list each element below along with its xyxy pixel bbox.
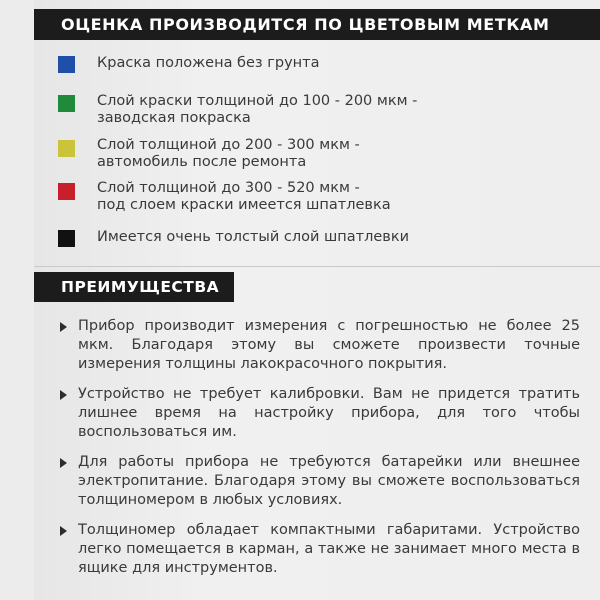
list-item [60,385,580,442]
legend-item-green [58,93,578,133]
color-legend-title: ОЦЕНКА ПРОИЗВОДИТСЯ ПО ЦВЕТОВЫМ МЕТКАМ [61,15,550,34]
black-swatch [58,230,75,247]
triangle-bullet-icon [60,322,67,332]
legend-black-line-1: Имеется очень толстый слой шпатлевки [97,229,409,245]
triangle-bullet-icon [60,390,67,400]
legend-item-blue [58,55,578,95]
green-swatch [58,95,75,112]
legend-red-line-2: под слоем краски имеется шпатлевка [97,197,391,213]
list-item [60,521,580,578]
advantage-text: Устройство не требует калибровки. Вам не придется тратить лишнее время на настройку прибора, для того чтобы воспользоваться им. [78,386,580,440]
blue-swatch [58,56,75,73]
triangle-bullet-icon [60,458,67,468]
list-item [60,453,580,510]
list-item [60,317,580,374]
legend-yellow-line-2: автомобиль после ремонта [97,154,307,170]
advantages-header [34,272,234,302]
legend-item-red [58,180,578,220]
legend-item-black [58,229,578,269]
advantages-list [60,317,580,589]
advantages-title: ПРЕИМУЩЕСТВА [61,278,220,296]
legend-red-line-1: Слой толщиной до 300 - 520 мкм - [97,180,360,196]
legend-blue-line-1: Краска положена без грунта [97,55,320,71]
yellow-swatch [58,140,75,157]
legend-green-line-2: заводская покраска [97,110,251,126]
red-swatch [58,183,75,200]
legend-yellow-line-1: Слой толщиной до 200 - 300 мкм - [97,137,360,153]
triangle-bullet-icon [60,526,67,536]
advantage-text: Для работы прибора не требуются батарейки или внешнее электропитание. Благодаря этому вы сможете воспользоваться толщиномером в любых условиях. [78,454,580,508]
advantage-text: Толщиномер обладает компактными габаритами. Устройство легко помещается в карман, а также не занимает много места в ящике для инструментов. [78,522,580,576]
advantage-text: Прибор производит измерения с погрешностью не более 25 мкм. Благодаря этому вы сможете произвести точные измерения толщины лакокрасочного покрытия. [78,318,580,372]
section-divider [34,266,600,267]
legend-green-line-1: Слой краски толщиной до 100 - 200 мкм - [97,93,418,109]
legend-item-yellow [58,137,578,177]
color-legend-header [34,9,600,40]
